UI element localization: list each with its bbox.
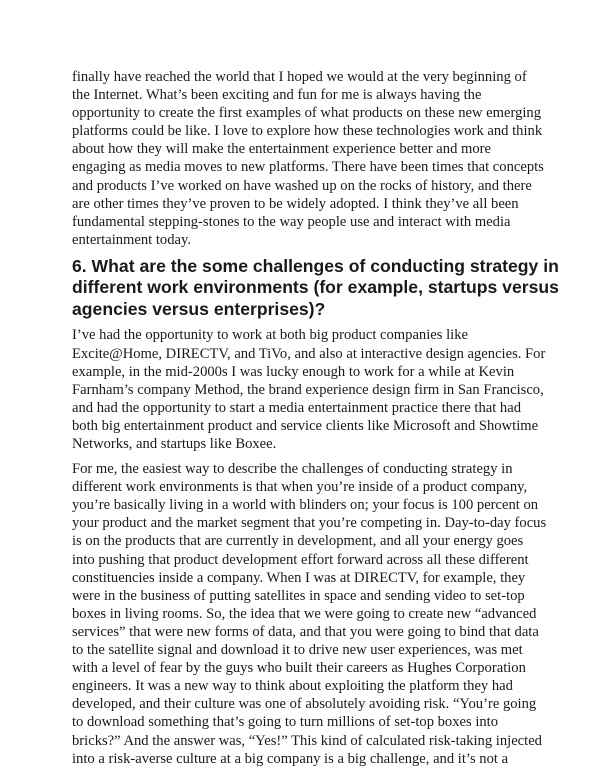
text-line: constituencies inside a company. When I was at DIRECTV, for example, they: [72, 569, 526, 586]
text-line: engineers. It was a new way to think about exploiting the platform they had: [72, 678, 513, 695]
text-line: platforms could be like. I love to explore how these technologies work and think: [72, 123, 543, 140]
text-line: were in the business of putting satellites in space and sending video to set-top: [72, 587, 525, 604]
text-line: is on the products that are currently in development, and all your energy goes: [72, 533, 524, 550]
text-line: engaging as media moves to new platforms. There have been times that concepts: [72, 159, 544, 176]
heading-line: different work environments (for example, startups versus: [72, 277, 559, 298]
intro-paragraph: [72, 68, 544, 249]
text-line: the Internet. What’s been exciting and fun for me is always having the: [72, 87, 482, 104]
text-line: you’re basically living in a world with blinders on; your focus is 100 percent on: [72, 497, 539, 514]
document-page: [72, 68, 559, 775]
text-line: example, in the mid-2000s I was lucky enough to work for a while at Kevin: [72, 363, 515, 380]
text-line: and had the opportunity to start a media entertainment practice there that had: [72, 399, 521, 416]
text-line: For me, the easiest way to describe the challenges of conducting strategy in: [72, 461, 513, 478]
text-line: developed, and their culture was one of absolutely avoiding risk. “You’re going: [72, 696, 537, 713]
heading-line: agencies versus enterprises)?: [72, 298, 326, 319]
section-heading: [72, 255, 559, 321]
text-line: boxes in living rooms. So, the idea that we were going to create new “advanced: [72, 605, 537, 622]
body-paragraph-2: [72, 460, 547, 768]
text-line: opportunity to create the first examples of what products on these new emerging: [72, 105, 542, 122]
text-line: into pushing that product development effort forward across all these different: [72, 551, 529, 568]
text-line: finally have reached the world that I hoped we would at the very beginning of: [72, 69, 527, 85]
body-paragraph-1: [72, 326, 546, 453]
text-line: entertainment today.: [72, 231, 192, 248]
text-line: Excite@Home, DIRECTV, and TiVo, and also at interactive design agencies. For: [72, 345, 546, 362]
text-line: to download something that’s going to turn millions of set-top boxes into: [72, 714, 499, 731]
text-line: with a level of fear by the guys who built their careers as Hughes Corporation: [72, 660, 526, 677]
text-line: fundamental stepping-stones to the way people use and interact with media: [72, 213, 511, 230]
text-line: different work environments is that when you’re inside of a product company,: [72, 479, 528, 496]
heading-line: 6. What are the some challenges of conducting strategy in: [72, 255, 559, 276]
text-line: both big entertainment product and service clients like Microsoft and Showtime: [72, 417, 539, 434]
text-line: to the satellite signal and download it to drive new user experiences, was met: [72, 642, 523, 659]
text-line: into a risk-averse culture at a big company is a big challenge, and it’s not a: [72, 750, 509, 767]
text-line: about how they will make the entertainment experience better and more: [72, 141, 492, 158]
text-line: Farnham’s company Method, the brand experience design firm in San Francisco,: [72, 381, 544, 398]
text-line: and products I’ve worked on have washed up on the rocks of history, and there: [72, 177, 532, 194]
text-line: services” that were new forms of data, and that you were going to bind that data: [72, 623, 539, 640]
text-line: are other times they’ve proven to be widely adopted. I think they’ve all been: [72, 195, 519, 212]
text-line: I’ve had the opportunity to work at both big product companies like: [72, 327, 468, 344]
text-line: your product and the market segment that you’re competing in. Day-to-day focus: [72, 515, 547, 532]
text-line: Networks, and startups like Boxee.: [72, 436, 277, 452]
text-line: bricks?” And the answer was, “Yes!” This kind of calculated risk-taking injected: [72, 732, 542, 749]
